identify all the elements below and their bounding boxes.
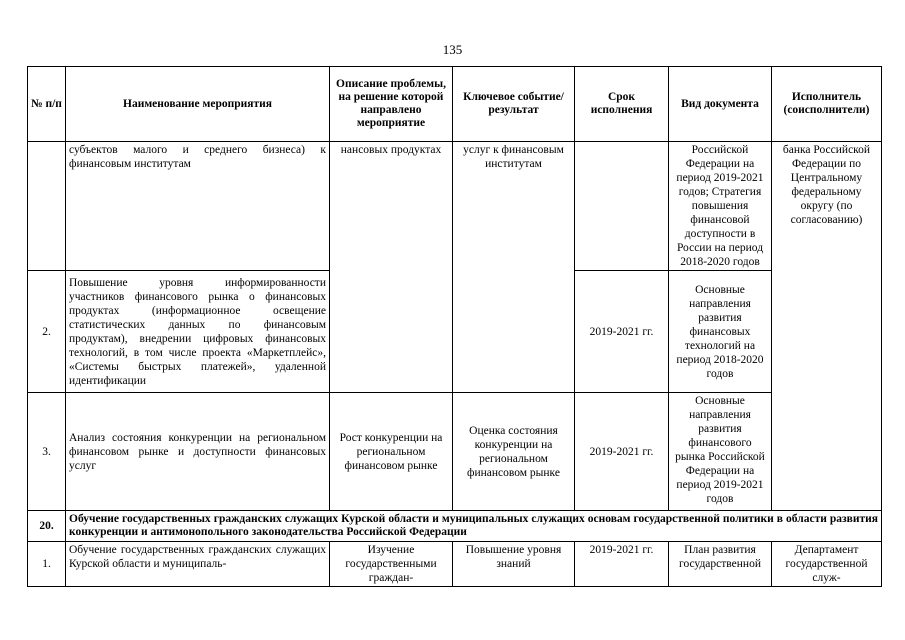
row-num: 3. bbox=[28, 393, 66, 511]
row-num bbox=[28, 142, 66, 271]
row-event: услуг к финансовым институтам bbox=[453, 142, 575, 393]
row-deadline bbox=[575, 142, 669, 271]
header-name: Наименование мероприятия bbox=[66, 67, 330, 142]
row-deadline: 2019-2021 гг. bbox=[575, 271, 669, 393]
row-problem: нансовых продуктах bbox=[330, 142, 453, 393]
header-deadline: Срок исполнения bbox=[575, 67, 669, 142]
row-num: 2. bbox=[28, 271, 66, 393]
row-doctype: Российской Федерации на период 2019-2021 годов; Стратегия повышения финансовой доступности в России на период 2018-2020 годов bbox=[669, 142, 772, 271]
header-row bbox=[28, 67, 882, 142]
row-event: Повышение уровня знаний bbox=[453, 542, 575, 587]
section-title: Обучение государственных гражданских служащих Курской области и муниципальных служащих основам государственной политики в области развития конкуренции и антимонопольного законодательства Российской Федерации bbox=[66, 511, 882, 542]
row-problem: Рост конкуренции на региональном финансовом рынке bbox=[330, 393, 453, 511]
row-deadline: 2019-2021 гг. bbox=[575, 542, 669, 587]
row-event: Оценка состояния конкуренции на региональном финансовом рынке bbox=[453, 393, 575, 511]
row-problem: Изучение государственными граждан- bbox=[330, 542, 453, 587]
row-name: Обучение государственных гражданских служащих Курской области и муниципаль- bbox=[66, 542, 330, 587]
table-row bbox=[28, 142, 882, 271]
row-executor: Департамент государственной служ- bbox=[772, 542, 882, 587]
header-num: № п/п bbox=[28, 67, 66, 142]
row-doctype: Основные направления развития финансовых технологий на период 2018-2020 годов bbox=[669, 271, 772, 393]
row-doctype: Основные направления развития финансового рынка Российской Федерации на период 2019-2021 годов bbox=[669, 393, 772, 511]
header-problem: Описание проблемы, на решение которой направлено мероприятие bbox=[330, 67, 453, 142]
section-num: 20. bbox=[28, 511, 66, 542]
row-num: 1. bbox=[28, 542, 66, 587]
row-name: Анализ состояния конкуренции на региональном финансовом рынке и доступности финансовых услуг bbox=[66, 393, 330, 511]
row-deadline: 2019-2021 гг. bbox=[575, 393, 669, 511]
header-executor: Исполнитель (соисполнители) bbox=[772, 67, 882, 142]
row-executor: банка Российской Федерации по Центральному федеральному округу (по согласованию) bbox=[772, 142, 882, 511]
header-doctype: Вид документа bbox=[669, 67, 772, 142]
row-name: субъектов малого и среднего бизнеса) к финансовым институтам bbox=[66, 142, 330, 271]
row-name: Повышение уровня информированности участников финансового рынка о финансовых продуктах (информационное освещение статистических данных по финансовым продуктам), внедрении цифровых финансовых технологий, в том числе проекта «Маркетплейс», «Системы быстрых платежей», удаленной идентификации bbox=[66, 271, 330, 393]
row-doctype: План развития государственной bbox=[669, 542, 772, 587]
table-row bbox=[28, 393, 882, 511]
table-row bbox=[28, 542, 882, 587]
measures-table bbox=[27, 66, 882, 587]
header-event: Ключевое событие/ результат bbox=[453, 67, 575, 142]
page-number: 135 bbox=[442, 42, 463, 57]
section-row bbox=[28, 511, 882, 542]
